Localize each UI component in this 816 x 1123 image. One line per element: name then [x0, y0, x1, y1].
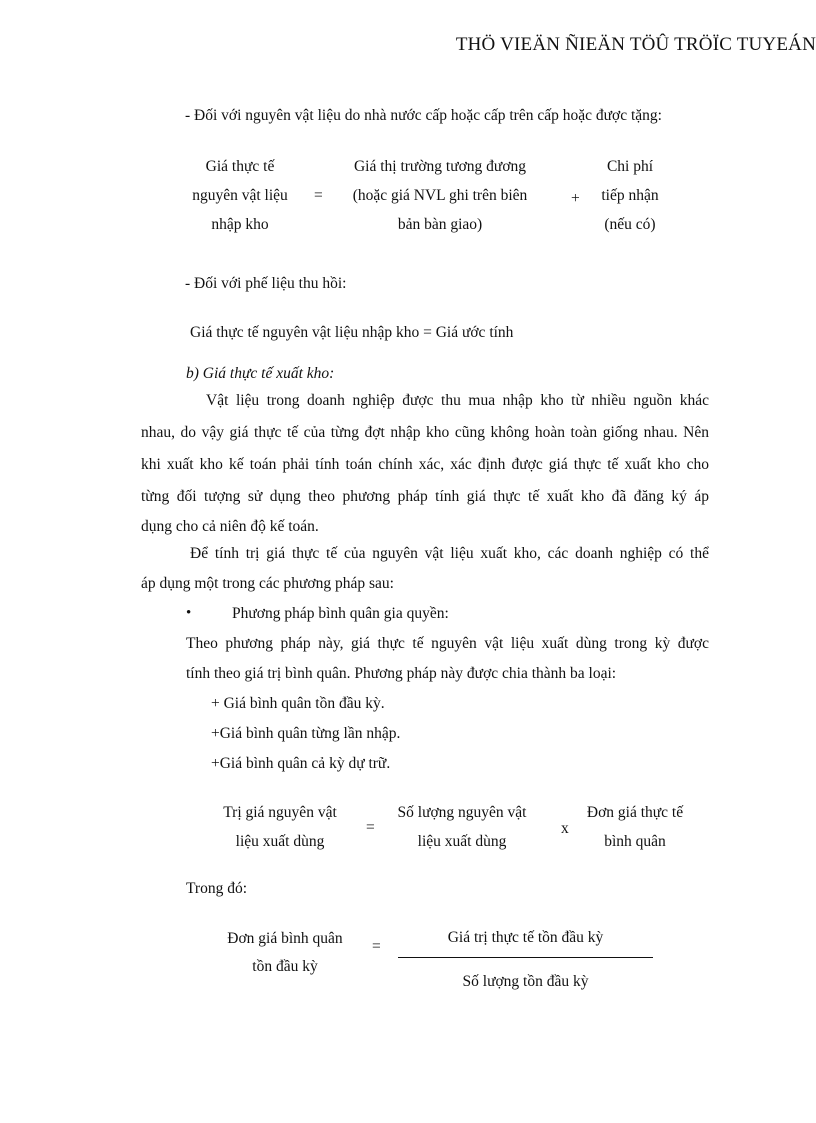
formula1-right-line3: (nếu có) [604, 216, 656, 233]
paragraph1-line1: Vật liệu trong doanh nghiệp được thu mua nhập kho từ nhiều nguồn khác [206, 392, 709, 409]
page-header-title: THÖ VIEÄN ÑIEÄN TÖÛ TRÖÏC TUYEÁN [455, 34, 816, 55]
bullet-weighted-average: Phương pháp bình quân gia quyền: [232, 605, 449, 622]
list-item: +Giá bình quân cả kỳ dự trữ. [211, 755, 391, 772]
formula1-right-line2: tiếp nhận [601, 187, 659, 204]
formula1-equals: = [314, 187, 323, 204]
formula1-left-line1: Giá thực tế [205, 158, 275, 175]
section-state-supplied-intro: - Đối với nguyên vật liệu do nhà nước cấp hoặc cấp trên cấp hoặc được tặng: [185, 107, 662, 124]
formula2-right-line1: Đơn giá thực tế [586, 804, 684, 821]
paragraph3-line2: tính theo giá trị bình quân. Phương pháp này được chia thành ba loại: [186, 665, 617, 682]
formula-scrap: Giá thực tế nguyên vật liệu nhập kho = Giá ước tính [190, 324, 514, 341]
paragraph1-line4: từng đối tượng sử dụng theo phương pháp tính giá thực tế xuất kho đã đăng ký áp [141, 488, 709, 505]
formula1-right-line1: Chi phí [606, 158, 654, 175]
paragraph1-line5: dụng cho cả niên độ kế toán. [141, 518, 319, 535]
list-item: + Giá bình quân tồn đầu kỳ. [211, 695, 385, 712]
formula1-middle-line2: (hoặc giá NVL ghi trên biên [352, 187, 528, 204]
formula3-fraction-bar [398, 957, 653, 958]
formula1-middle-line3: bản bàn giao) [397, 216, 483, 233]
formula1-left-line3: nhập kho [211, 216, 269, 233]
formula2-left-line2: liệu xuất dùng [235, 833, 325, 850]
formula1-middle-line1: Giá thị trường tương đương [353, 158, 527, 175]
paragraph3-line1: Theo phương pháp này, giá thực tế nguyên vật liệu xuất dùng trong kỳ được [186, 635, 709, 652]
paragraph1-line3: khi xuất kho kế toán phải tính toán chính xác, xác định được giá thực tế xuất kho cho [141, 456, 709, 473]
formula1-left-line2: nguyên vật liệu [192, 187, 288, 204]
paragraph1-line2: nhau, do vậy giá thực tế của từng đợt nhập kho cũng không hoàn toàn giống nhau. Nên [141, 424, 709, 441]
where-label: Trong đó: [186, 880, 248, 897]
formula2-equals: = [366, 819, 375, 836]
paragraph2-line2: áp dụng một trong các phương pháp sau: [141, 575, 394, 592]
section-heading-export-price: b) Giá thực tế xuất kho: [186, 365, 335, 382]
formula2-middle-line2: liệu xuất dùng [417, 833, 507, 850]
formula2-right-line2: bình quân [604, 833, 666, 850]
bullet-icon: • [186, 605, 192, 621]
formula3-left-line1: Đơn giá bình quân [227, 930, 343, 947]
formula1-plus: + [571, 190, 580, 207]
formula2-left-line1: Trị giá nguyên vật [223, 804, 337, 821]
paragraph2-line1: Để tính trị giá thực tế của nguyên vật liệu xuất kho, các doanh nghiệp có thể [190, 545, 709, 562]
formula3-denominator: Số lượng tồn đầu kỳ [462, 973, 589, 990]
formula3-numerator: Giá trị thực tế tồn đầu kỳ [447, 929, 604, 946]
formula2-times: x [561, 820, 569, 837]
section-scrap-intro: - Đối với phế liệu thu hồi: [185, 275, 347, 292]
formula2-middle-line1: Số lượng nguyên vật [397, 804, 527, 821]
list-item: +Giá bình quân từng lần nhập. [211, 725, 401, 742]
formula3-left-line2: tồn đầu kỳ [252, 958, 318, 975]
formula3-equals: = [372, 938, 381, 955]
